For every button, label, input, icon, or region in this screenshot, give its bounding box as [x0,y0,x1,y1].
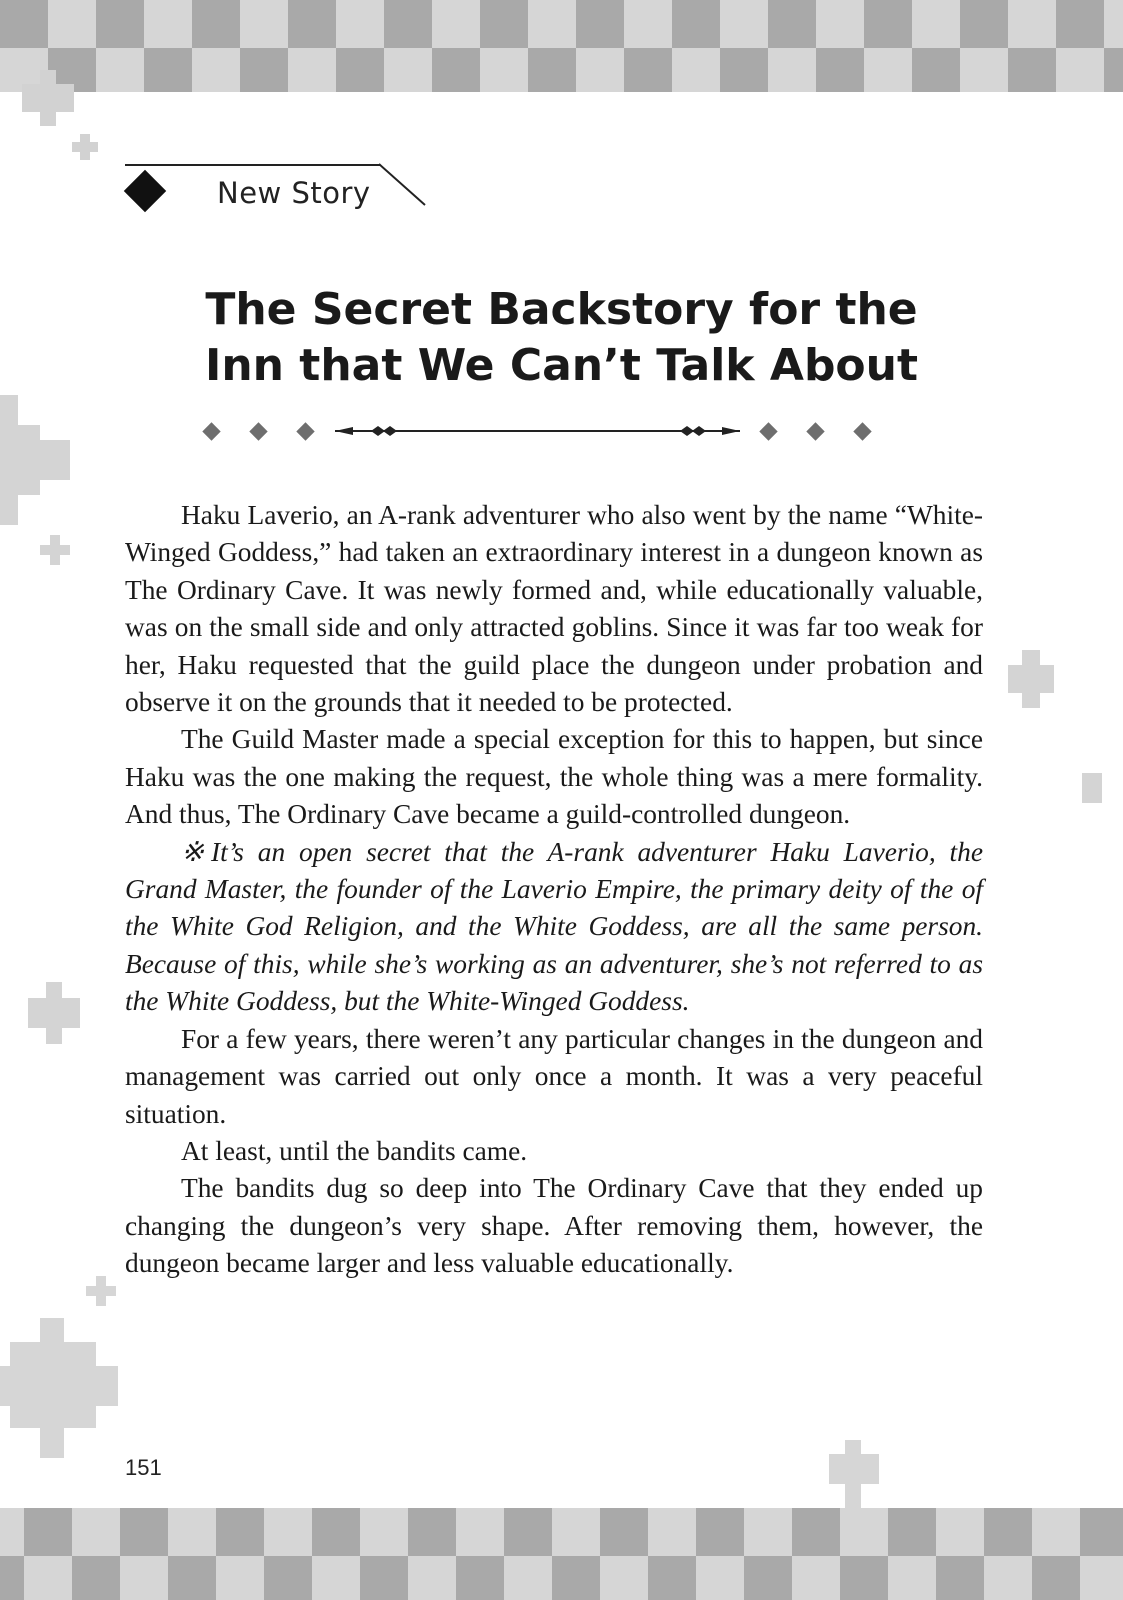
paragraph-1: Haku Laverio, an A-rank adventurer who also went by the name “White-Winged Goddess,” had taken an extraordinary interest in a dungeon known as The Ordinary Cave. It was newly formed and, while educationally valuable, was on the small side and only attracted goblins. Since it was far too weak for her, Haku requested that the guild place the dungeon under probation and observe it on the grounds that it needed to be protected. [125,500,983,718]
section-label: New Story [217,176,371,210]
paragraph-note: ※It’s an open secret that the A-rank adventurer Haku Laverio, the Grand Master, the founder of the Laverio Empire, the primary deity of the of the White God Religion, and the White Goddess, are all the same person. Because of this, while she’s working as an adventurer, she’s not referred to as the White Goddess, but the White-Winged Goddess. [125,836,983,1017]
sparkle-top-left-icon [0,60,130,170]
page-number: 151 [125,1455,162,1480]
sparkle-bottom-right-icon [825,1438,885,1508]
paragraph-6: The bandits dug so deep into The Ordinary Cave that they ended up changing the dungeon’s very shape. After removing them, however, the dungeon became larger and less valuable educationally. [125,1173,983,1279]
ornamental-divider [195,418,885,446]
paragraph-2: The Guild Master made a special exception for this to happen, but since Haku was the one making the request, the whole thing was a mere formality. And thus, The Ordinary Cave became a guild-controlled dungeon. [125,724,983,830]
chapter-title [100,282,1023,394]
chapter-title-line-2: Inn that We Can’t Talk About [204,340,919,391]
bottom-checker-border [0,1508,1123,1600]
header-diamond-icon [124,170,166,212]
top-checker-border [0,0,1123,92]
header-rule [125,164,380,166]
sparkle-left-mid-icon [20,980,90,1050]
chapter-title-line-1: The Secret Backstory for the [205,284,918,335]
sparkle-right-icon [1000,645,1123,815]
paragraph-4: For a few years, there weren’t any particular changes in the dungeon and management was carried out only once a month. It was a very peaceful situation. [125,1023,983,1129]
sparkle-left-large-icon [0,385,80,585]
sparkle-bottom-left-icon [0,1270,130,1470]
paragraph-5: At least, until the bandits came. [181,1135,528,1166]
header-rule-tail [375,155,430,210]
story-body [125,497,983,1283]
